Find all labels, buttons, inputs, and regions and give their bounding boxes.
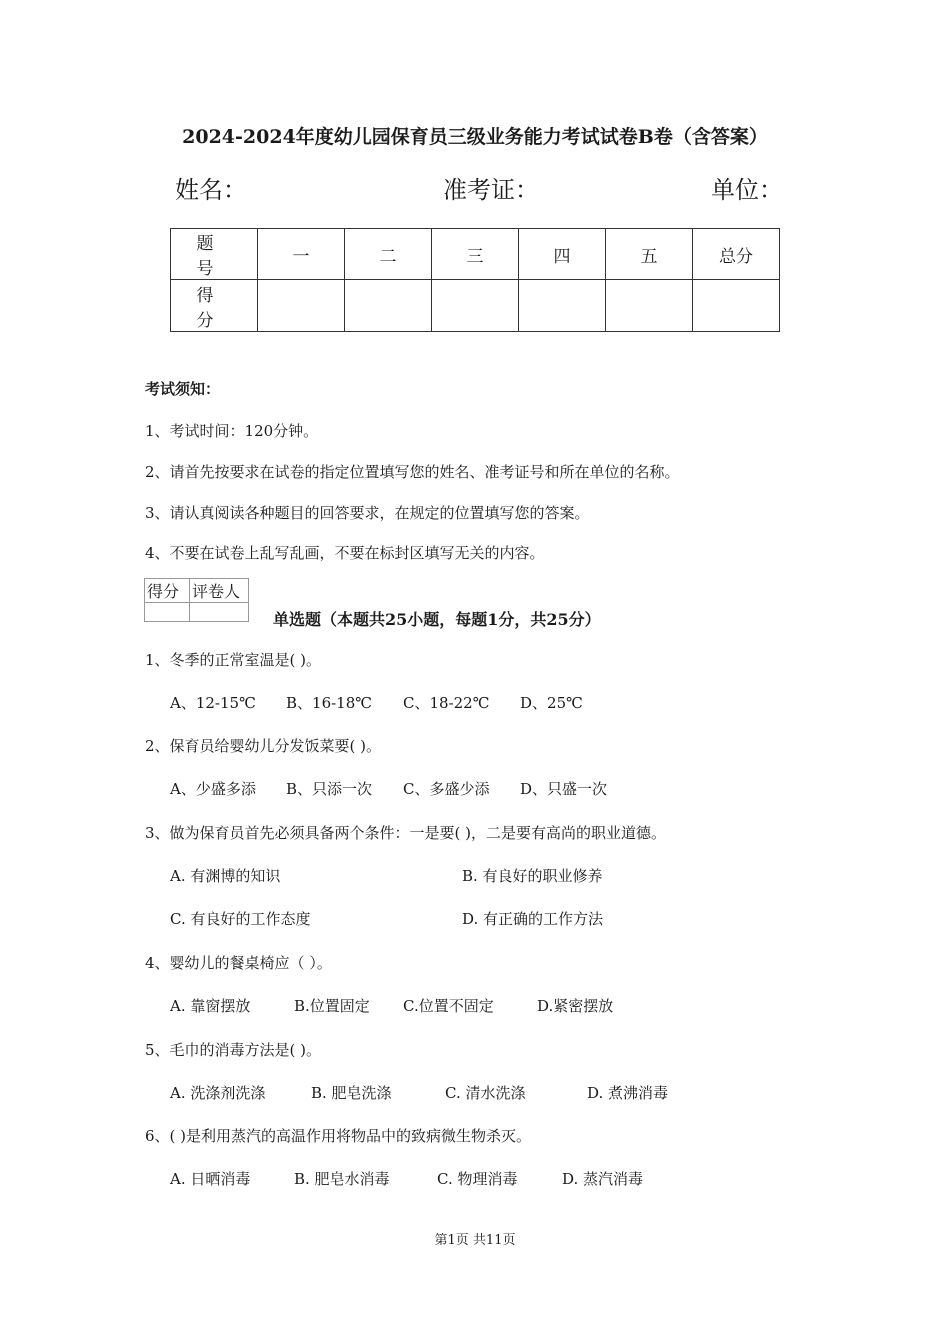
column-header: 四 [519, 229, 606, 280]
answer-option: C. 有良好的工作态度 [170, 910, 311, 928]
answer-option: B、16-18℃ [286, 694, 373, 712]
answer-option: A. 日晒消毒 [170, 1170, 251, 1188]
answer-option: A. 有渊博的知识 [170, 867, 281, 885]
answer-option: B. 肥皂洗涤 [311, 1084, 392, 1102]
column-header: 总分 [693, 229, 780, 280]
answer-option: B.位置固定 [294, 997, 370, 1015]
question-number-header: 题 号 [171, 229, 258, 280]
score-cell [693, 280, 780, 332]
answer-option: B、只添一次 [286, 780, 373, 798]
column-header: 三 [432, 229, 519, 280]
answer-option: D.紧密摆放 [537, 997, 614, 1015]
grader-name-label: 评卷人 [190, 579, 249, 603]
notice-item: 3、请认真阅读各种题目的回答要求，在规定的位置填写您的答案。 [145, 504, 590, 522]
grader-score-label: 得分 [145, 579, 190, 603]
question-stem: 2、保育员给婴幼儿分发饭菜要( )。 [145, 737, 382, 755]
question-stem: 5、毛巾的消毒方法是( )。 [145, 1041, 322, 1059]
answer-option: A. 靠窗摆放 [170, 997, 251, 1015]
question-stem: 6、( )是利用蒸汽的高温作用将物品中的致病微生物杀灭。 [145, 1127, 532, 1145]
answer-option: C.位置不固定 [403, 997, 494, 1015]
answer-option: A、少盛多添 [170, 780, 256, 798]
column-header: 五 [606, 229, 693, 280]
answer-option: C. 清水洗涤 [445, 1084, 526, 1102]
score-cell [345, 280, 432, 332]
score-cell [258, 280, 345, 332]
name-label: 姓名： [175, 176, 247, 204]
column-header: 二 [345, 229, 432, 280]
answer-option: A、12-15℃ [170, 694, 256, 712]
exam-title: 2024-2024年度幼儿园保育员三级业务能力考试试卷B卷（含答案） [182, 126, 768, 148]
score-cell [432, 280, 519, 332]
notice-item: 2、请首先按要求在试卷的指定位置填写您的姓名、准考证号和所在单位的名称。 [145, 463, 680, 481]
question-stem: 1、冬季的正常室温是( )。 [145, 651, 322, 669]
question-stem: 4、婴幼儿的餐桌椅应（ ）。 [145, 954, 332, 972]
answer-option: D、25℃ [520, 694, 583, 712]
answer-option: B. 肥皂水消毒 [294, 1170, 390, 1188]
answer-option: D. 蒸汽消毒 [562, 1170, 644, 1188]
answer-option: A. 洗涤剂洗涤 [170, 1084, 266, 1102]
section-heading: 单选题（本题共25小题，每题1分，共25分） [273, 610, 601, 629]
notice-item: 1、考试时间：120分钟。 [145, 422, 319, 440]
notice-heading: 考试须知： [145, 380, 221, 398]
answer-option: C. 物理消毒 [437, 1170, 518, 1188]
answer-option: C、多盛少添 [403, 780, 490, 798]
score-row-header: 得 分 [171, 280, 258, 332]
exam-id-label: 准考证： [443, 176, 539, 204]
score-cell [519, 280, 606, 332]
page-footer: 第1页 共11页 [434, 1233, 516, 1248]
answer-option: B. 有良好的职业修养 [462, 867, 603, 885]
column-header: 一 [258, 229, 345, 280]
notice-item: 4、不要在试卷上乱写乱画，不要在标封区填写无关的内容。 [145, 544, 545, 562]
score-cell [606, 280, 693, 332]
answer-option: D. 有正确的工作方法 [462, 910, 604, 928]
answer-option: D、只盛一次 [520, 780, 608, 798]
grader-name-cell [190, 603, 249, 622]
score-table [170, 228, 780, 332]
question-stem: 3、做为保育员首先必须具备两个条件：一是要( )，二是要有高尚的职业道德。 [145, 824, 667, 842]
unit-label: 单位： [711, 176, 783, 204]
answer-option: C、18-22℃ [403, 694, 490, 712]
grader-score-cell [145, 603, 190, 622]
grader-box [144, 578, 249, 622]
answer-option: D. 煮沸消毒 [587, 1084, 669, 1102]
